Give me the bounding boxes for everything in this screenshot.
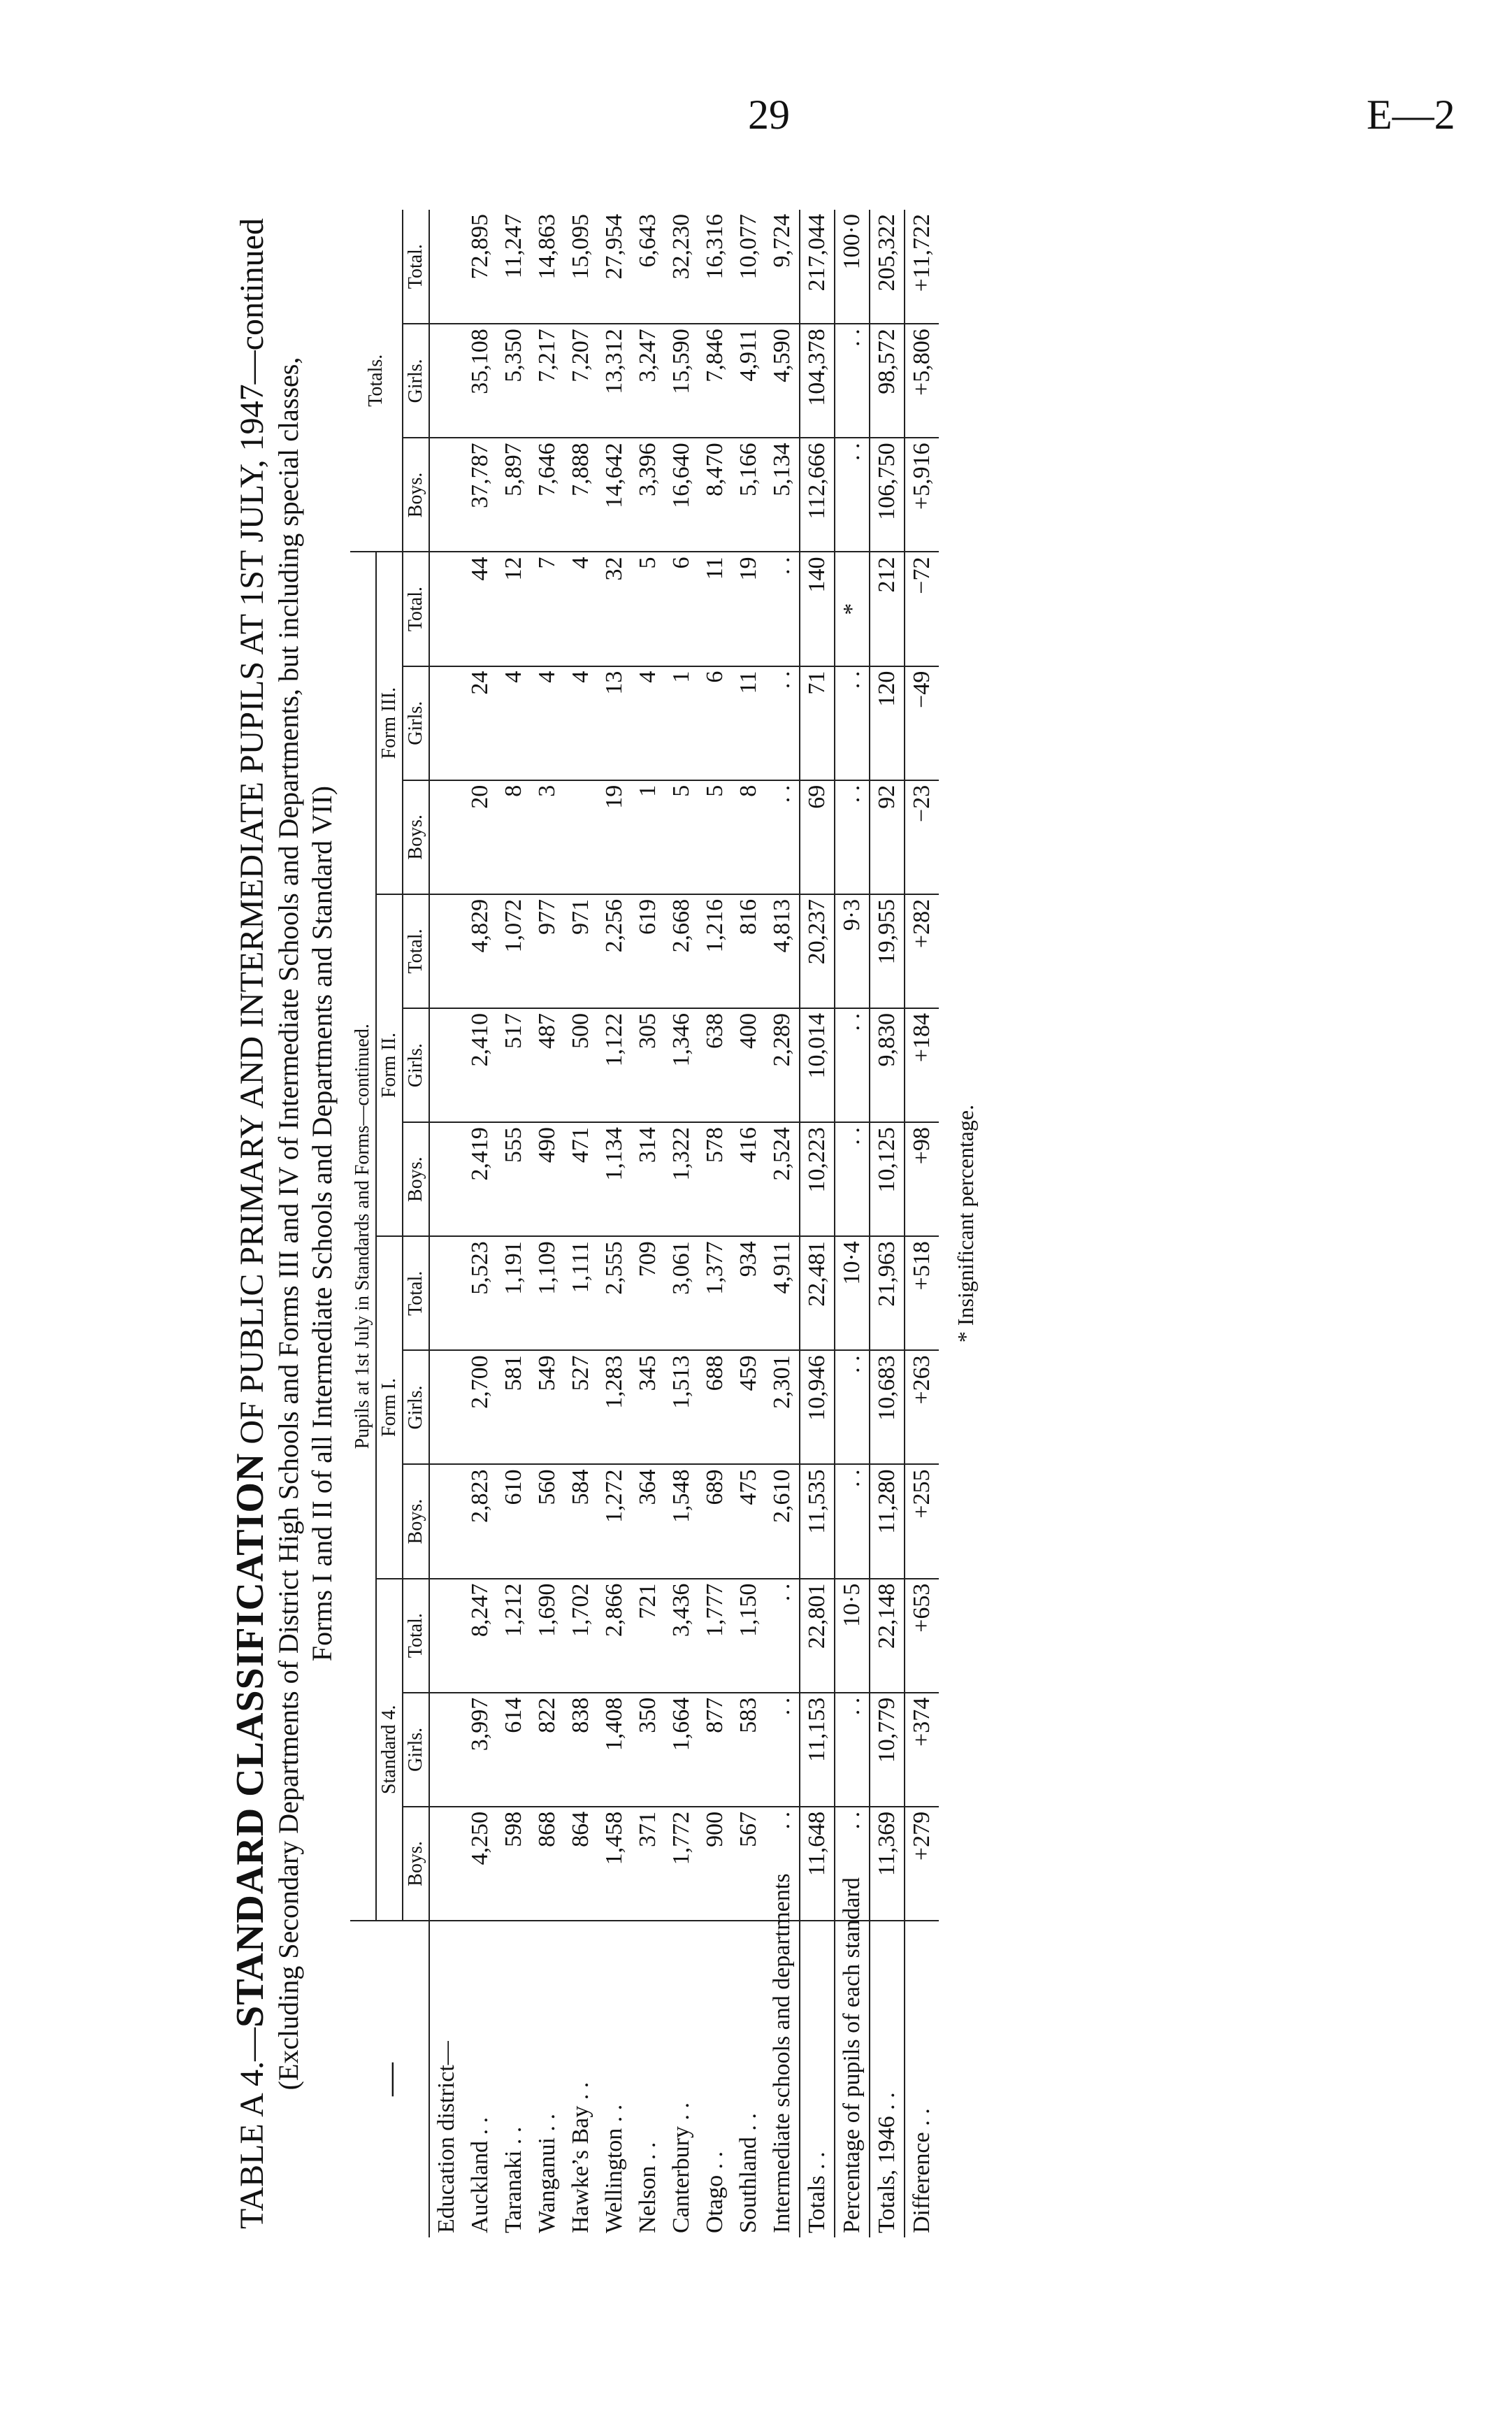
table-cell: 4,813: [765, 894, 800, 1008]
table-cell: 5,166: [732, 438, 765, 552]
subheader-total: Total.: [403, 894, 429, 1008]
table-cell: 15,095: [564, 210, 598, 324]
table-row: [765, 210, 800, 2237]
table-cell: 32: [598, 552, 631, 666]
table-cell: 9·3: [835, 894, 870, 1008]
table-cell: 822: [531, 1693, 564, 1807]
classification-table: [350, 210, 939, 2237]
table-cell: 6: [698, 666, 732, 780]
table-cell: 560: [531, 1465, 564, 1579]
table-cell: . .: [835, 1008, 870, 1122]
table-cell: 614: [497, 1693, 531, 1807]
table-cell: 1,212: [497, 1579, 531, 1693]
table-cell: 32,230: [665, 210, 698, 324]
table-cell: 4: [564, 552, 598, 666]
subheader-total: Total.: [403, 1579, 429, 1693]
table-cell: 1,150: [732, 1579, 765, 1693]
table-cell: 35,108: [463, 324, 497, 438]
table-cell: 1,772: [665, 1807, 698, 1921]
group-header-form2: Form II.: [376, 894, 403, 1236]
table-body: [429, 210, 939, 2237]
table-cell: 1,134: [598, 1122, 631, 1236]
table-cell: 1,513: [665, 1350, 698, 1464]
table-cell: 10,779: [870, 1693, 905, 1807]
page-code: E—2: [1367, 92, 1455, 138]
table-cell: 4,911: [732, 324, 765, 438]
table-cell: 610: [497, 1465, 531, 1579]
subheader-total: Total.: [403, 1236, 429, 1350]
table-cell: 27,954: [598, 210, 631, 324]
table-cell: 11,535: [800, 1465, 835, 1579]
row-label: Wellington . .: [598, 1921, 631, 2237]
table-cell: 8: [497, 780, 531, 894]
table-cell: 1,109: [531, 1236, 564, 1350]
table-cell: [429, 1236, 463, 1350]
table-cell: 364: [631, 1465, 665, 1579]
table-cell: 1,664: [665, 1693, 698, 1807]
table-cell: 1: [631, 780, 665, 894]
table-cell: 555: [497, 1122, 531, 1236]
row-label: Intermediate schools and departments: [765, 1921, 800, 2237]
table-cell: 44: [463, 552, 497, 666]
row-label: Southland . .: [732, 1921, 765, 2237]
table-cell: [429, 1350, 463, 1464]
table-cell: 10,946: [800, 1350, 835, 1464]
subheader-boys: Boys.: [403, 1465, 429, 1579]
table-cell: 3,436: [665, 1579, 698, 1693]
table-cell: 1,122: [598, 1008, 631, 1122]
row-label: Totals . .: [800, 1921, 835, 2237]
table-cell: . .: [835, 1693, 870, 1807]
table-cell: 16,316: [698, 210, 732, 324]
table-cell: 4,590: [765, 324, 800, 438]
table-cell: . .: [765, 1579, 800, 1693]
table-cell: 2,419: [463, 1122, 497, 1236]
table-cell: 838: [564, 1693, 598, 1807]
table-cell: 4,250: [463, 1807, 497, 1921]
table-cell: 549: [531, 1350, 564, 1464]
table-cell: 3: [531, 780, 564, 894]
table-cell: 120: [870, 666, 905, 780]
row-label: Auckland . .: [463, 1921, 497, 2237]
subheader-boys: Boys.: [403, 1807, 429, 1921]
table-cell: 2,668: [665, 894, 698, 1008]
table-cell: [429, 1693, 463, 1807]
table-cell: 4,911: [765, 1236, 800, 1350]
table-cell: 20,237: [800, 894, 835, 1008]
table-cell: 689: [698, 1465, 732, 1579]
table-cell: [429, 1008, 463, 1122]
table-cell: +98: [905, 1122, 939, 1236]
table-cell: [429, 894, 463, 1008]
table-cell: 11: [698, 552, 732, 666]
table-cell: 4: [531, 666, 564, 780]
table-cell: 688: [698, 1350, 732, 1464]
table-cell: 71: [800, 666, 835, 780]
table-cell: 350: [631, 1693, 665, 1807]
percentage-row: [835, 210, 870, 2237]
subheader-total: Total.: [403, 210, 429, 324]
table-cell: 864: [564, 1807, 598, 1921]
table-cell: 19: [598, 780, 631, 894]
table-cell: 11,280: [870, 1465, 905, 1579]
table-cell: 578: [698, 1122, 732, 1236]
table-cell: 217,044: [800, 210, 835, 324]
table-cell: 471: [564, 1122, 598, 1236]
table-cell: 11,247: [497, 210, 531, 324]
table-cell: 1,191: [497, 1236, 531, 1350]
subheader-girls: Girls.: [403, 1350, 429, 1464]
table-cell: . .: [835, 1465, 870, 1579]
table-row: [698, 210, 732, 2237]
table-cell: 3,247: [631, 324, 665, 438]
table-cell: 7,846: [698, 324, 732, 438]
table-row: [631, 210, 665, 2237]
table-cell: 15,590: [665, 324, 698, 438]
table-cell: 1,702: [564, 1579, 598, 1693]
table-cell: 5,350: [497, 324, 531, 438]
table-cell: 7,217: [531, 324, 564, 438]
row-label: Nelson . .: [631, 1921, 665, 2237]
table-cell: [429, 438, 463, 552]
stub-header: —: [350, 1921, 429, 2237]
table-cell: +518: [905, 1236, 939, 1350]
table-cell: −72: [905, 552, 939, 666]
subtitle-line-2: Forms I and II of all Intermediate Schools and Departments and Standard VII): [306, 785, 338, 1662]
table-cell: 400: [732, 1008, 765, 1122]
table-cell: 4: [631, 666, 665, 780]
group-header-form3: Form III.: [376, 552, 403, 894]
table-cell: 13: [598, 666, 631, 780]
table-row: [497, 210, 531, 2237]
table-cell: +263: [905, 1350, 939, 1464]
table-cell: 5,897: [497, 438, 531, 552]
table-row: [531, 210, 564, 2237]
table-cell: 10,014: [800, 1008, 835, 1122]
table-cell: 490: [531, 1122, 564, 1236]
table-cell: 2,289: [765, 1008, 800, 1122]
table-cell: 19: [732, 552, 765, 666]
table-cell: [429, 1579, 463, 1693]
table-cell: 8,470: [698, 438, 732, 552]
group-header-standard4: Standard 4.: [376, 1579, 403, 1921]
table-cell: 212: [870, 552, 905, 666]
table-cell: 1,283: [598, 1350, 631, 1464]
table-cell: . .: [835, 666, 870, 780]
table-cell: 581: [497, 1350, 531, 1464]
table-cell: 5,134: [765, 438, 800, 552]
table-cell: 314: [631, 1122, 665, 1236]
title-main: STANDARD CLASSIFICATION: [229, 1452, 272, 2028]
table-cell: 16,640: [665, 438, 698, 552]
subheader-girls: Girls.: [403, 324, 429, 438]
table-cell: 3,997: [463, 1693, 497, 1807]
table-cell: . .: [765, 1807, 800, 1921]
title-suffix: OF PUBLIC PRIMARY AND INTERMEDIATE PUPILS AT 1ST JULY, 1947—continued: [233, 218, 271, 1453]
row-label: Taranaki . .: [497, 1921, 531, 2237]
table-cell: 583: [732, 1693, 765, 1807]
table-cell: +5,806: [905, 324, 939, 438]
table-cell: 14,863: [531, 210, 564, 324]
table-cell: 1,777: [698, 1579, 732, 1693]
table-cell: 619: [631, 894, 665, 1008]
subheader-boys: Boys.: [403, 438, 429, 552]
table-cell: 10,683: [870, 1350, 905, 1464]
table-cell: +282: [905, 894, 939, 1008]
table-cell: 140: [800, 552, 835, 666]
table-cell: 2,301: [765, 1350, 800, 1464]
table-cell: *: [835, 552, 870, 666]
table-cell: 2,866: [598, 1579, 631, 1693]
table-cell: [429, 666, 463, 780]
table-cell: . .: [835, 324, 870, 438]
table-cell: 900: [698, 1807, 732, 1921]
row-label: Wanganui . .: [531, 1921, 564, 2237]
table-cell: 11: [732, 666, 765, 780]
table-cell: +184: [905, 1008, 939, 1122]
table-cell: 10·4: [835, 1236, 870, 1350]
table-cell: [564, 780, 598, 894]
table-cell: +653: [905, 1579, 939, 1693]
table-cell: 2,256: [598, 894, 631, 1008]
table-cell: 11,153: [800, 1693, 835, 1807]
footnote: * Insignificant percentage.: [953, 1104, 978, 1343]
table-cell: 1,072: [497, 894, 531, 1008]
table-cell: 1,458: [598, 1807, 631, 1921]
table-title: [231, 210, 272, 2237]
table-cell: 598: [497, 1807, 531, 1921]
totals-1946-row: [870, 210, 905, 2237]
table-cell: . .: [835, 1807, 870, 1921]
table-cell: 5,523: [463, 1236, 497, 1350]
table-row: [463, 210, 497, 2237]
table-cell: 2,410: [463, 1008, 497, 1122]
subheader-boys: Boys.: [403, 780, 429, 894]
table-cell: −49: [905, 666, 939, 780]
table-cell: 371: [631, 1807, 665, 1921]
table-cell: 10·5: [835, 1579, 870, 1693]
table-cell: . .: [835, 1350, 870, 1464]
table-cell: 416: [732, 1122, 765, 1236]
table-cell: 1,111: [564, 1236, 598, 1350]
group-header-totals: Totals.: [350, 210, 403, 552]
table-cell: [429, 324, 463, 438]
table-cell: 98,572: [870, 324, 905, 438]
totals-row: [800, 210, 835, 2237]
table-cell: 11,648: [800, 1807, 835, 1921]
row-label: Otago . .: [698, 1921, 732, 2237]
row-label: Totals, 1946 . .: [870, 1921, 905, 2237]
table-cell: +11,722: [905, 210, 939, 324]
table-cell: 11,369: [870, 1807, 905, 1921]
difference-row: [905, 210, 939, 2237]
table-cell: 9,830: [870, 1008, 905, 1122]
table-cell: . .: [765, 1693, 800, 1807]
row-label: Percentage of pupils of each standard: [835, 1921, 870, 2237]
table-cell: 1,377: [698, 1236, 732, 1350]
row-label: Difference . .: [905, 1921, 939, 2237]
table-cell: 1,548: [665, 1465, 698, 1579]
table-cell: 24: [463, 666, 497, 780]
table-cell: 971: [564, 894, 598, 1008]
table-cell: 877: [698, 1693, 732, 1807]
table-cell: 104,378: [800, 324, 835, 438]
title-prefix: TABLE A 4.—: [233, 2027, 271, 2229]
table-cell: 1,346: [665, 1008, 698, 1122]
subheader-girls: Girls.: [403, 666, 429, 780]
table-row: [732, 210, 765, 2237]
table-cell: 638: [698, 1008, 732, 1122]
subheader-girls: Girls.: [403, 1008, 429, 1122]
subheader-boys: Boys.: [403, 1122, 429, 1236]
table-cell: [429, 210, 463, 324]
table-row: [665, 210, 698, 2237]
table-cell: 106,750: [870, 438, 905, 552]
table-cell: 22,148: [870, 1579, 905, 1693]
table-cell: 2,823: [463, 1465, 497, 1579]
table-cell: 977: [531, 894, 564, 1008]
super-header: Pupils at 1st July in Standards and Forms—continued.: [350, 552, 376, 1921]
table-cell: +5,916: [905, 438, 939, 552]
table-cell: 100·0: [835, 210, 870, 324]
table-cell: . .: [765, 780, 800, 894]
subheader-total: Total.: [403, 552, 429, 666]
table-cell: 868: [531, 1807, 564, 1921]
page-number: 29: [748, 92, 790, 138]
table-cell: 584: [564, 1465, 598, 1579]
table-cell: 567: [732, 1807, 765, 1921]
table-cell: 934: [732, 1236, 765, 1350]
table-cell: 1,690: [531, 1579, 564, 1693]
table-cell: 345: [631, 1350, 665, 1464]
table-cell: 475: [732, 1465, 765, 1579]
table-cell: 5: [665, 780, 698, 894]
rotated-table-block: [231, 210, 1321, 2237]
table-cell: 69: [800, 780, 835, 894]
table-cell: [429, 1465, 463, 1579]
table-cell: 4,829: [463, 894, 497, 1008]
table-cell: [429, 1807, 463, 1921]
table-cell: 1,322: [665, 1122, 698, 1236]
table-cell: 22,801: [800, 1579, 835, 1693]
table-cell: 12: [497, 552, 531, 666]
group-header-form1: Form I.: [376, 1236, 403, 1578]
table-cell: 721: [631, 1579, 665, 1693]
table-cell: . .: [835, 438, 870, 552]
row-label: Hawke’s Bay . .: [564, 1921, 598, 2237]
table-cell: 3,061: [665, 1236, 698, 1350]
table-cell: 7,646: [531, 438, 564, 552]
table-cell: +374: [905, 1693, 939, 1807]
table-cell: . .: [835, 780, 870, 894]
table-cell: 7,207: [564, 324, 598, 438]
table-cell: 500: [564, 1008, 598, 1122]
table-cell: 9,724: [765, 210, 800, 324]
table-cell: 2,700: [463, 1350, 497, 1464]
table-cell: [429, 1122, 463, 1236]
subheader-girls: Girls.: [403, 1693, 429, 1807]
table-cell: 112,666: [800, 438, 835, 552]
table-cell: 4: [497, 666, 531, 780]
table-cell: [429, 780, 463, 894]
table-cell: 19,955: [870, 894, 905, 1008]
table-cell: 10,077: [732, 210, 765, 324]
table-cell: 22,481: [800, 1236, 835, 1350]
table-cell: 2,524: [765, 1122, 800, 1236]
table-cell: . .: [765, 552, 800, 666]
table-cell: 527: [564, 1350, 598, 1464]
table-cell: 709: [631, 1236, 665, 1350]
table-cell: 5: [698, 780, 732, 894]
table-cell: 1,216: [698, 894, 732, 1008]
table-cell: 8: [732, 780, 765, 894]
table-cell: 205,322: [870, 210, 905, 324]
table-row: [564, 210, 598, 2237]
table-cell: 1: [665, 666, 698, 780]
table-cell: 459: [732, 1350, 765, 1464]
table-cell: 487: [531, 1008, 564, 1122]
table-cell: 6,643: [631, 210, 665, 324]
table-cell: 72,895: [463, 210, 497, 324]
table-cell: [429, 552, 463, 666]
table-cell: 7: [531, 552, 564, 666]
row-label: Education district—: [429, 1921, 463, 2237]
table-cell: 1,272: [598, 1465, 631, 1579]
table-cell: 2,555: [598, 1236, 631, 1350]
table-cell: 1,408: [598, 1693, 631, 1807]
table-cell: 5: [631, 552, 665, 666]
table-cell: 517: [497, 1008, 531, 1122]
table-cell: +255: [905, 1465, 939, 1579]
table-cell: 37,787: [463, 438, 497, 552]
table-cell: 2,610: [765, 1465, 800, 1579]
table-cell: . .: [765, 666, 800, 780]
table-cell: 20: [463, 780, 497, 894]
table-cell: 14,642: [598, 438, 631, 552]
subtitle-line-1: (Excluding Secondary Departments of District High Schools and Forms III and IV of Intermediate Schools and Departments, but including special classes,: [273, 357, 304, 2091]
table-cell: 4: [564, 666, 598, 780]
table-cell: 10,223: [800, 1122, 835, 1236]
table-cell: +279: [905, 1807, 939, 1921]
table-cell: 3,396: [631, 438, 665, 552]
table-cell: 21,963: [870, 1236, 905, 1350]
table-cell: −23: [905, 780, 939, 894]
table-cell: 305: [631, 1008, 665, 1122]
table-cell: . .: [835, 1122, 870, 1236]
table-cell: 92: [870, 780, 905, 894]
table-row: [598, 210, 631, 2237]
table-cell: 8,247: [463, 1579, 497, 1693]
table-cell: 13,312: [598, 324, 631, 438]
row-label: Canterbury . .: [665, 1921, 698, 2237]
table-cell: 6: [665, 552, 698, 666]
table-cell: 816: [732, 894, 765, 1008]
table-cell: 7,888: [564, 438, 598, 552]
section-row: [429, 210, 463, 2237]
table-cell: 10,125: [870, 1122, 905, 1236]
